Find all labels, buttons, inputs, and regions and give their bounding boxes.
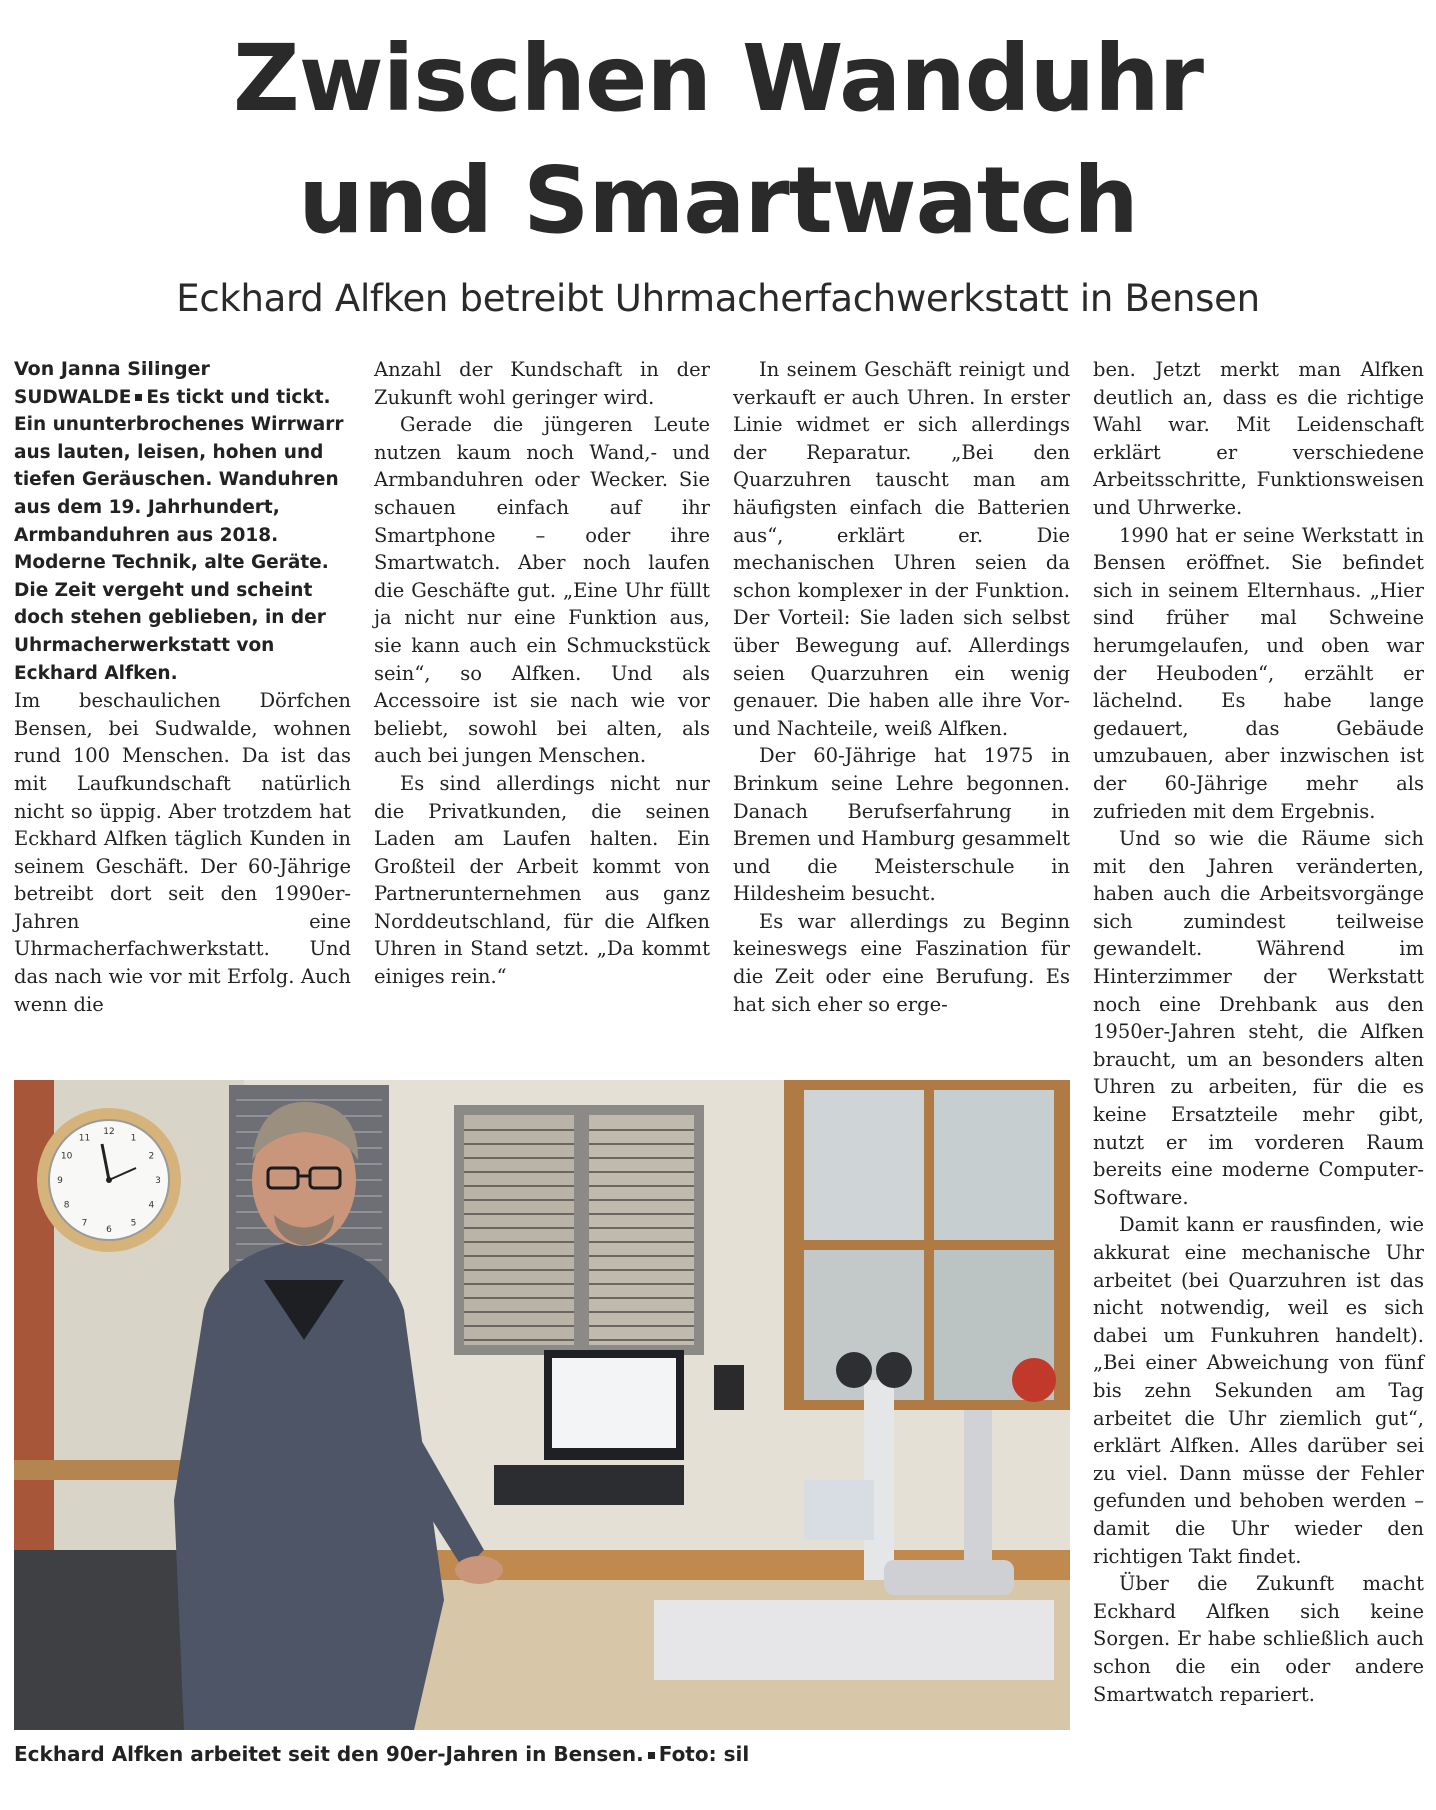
- clock-numeral: 5: [130, 1218, 137, 1229]
- lead-paragraph: [14, 384, 351, 688]
- clock-numeral: 4: [148, 1200, 155, 1211]
- body-paragraph-2: Gerade die jüngeren Leute nutzen kaum noch Wand,- und Armbanduhren oder Wecker. Sie schauen einfach auf ihr Smartphone – oder ihre Smartwatch. Aber noch laufen die Geschäfte gut. „Eine Uhr füllt ja nicht nur eine Funktion aus, sie kann auch ein Schmuckstück sein“, so Alfken. Und als Accessoire ist sie nach wie vor beliebt, sowohl bei alten, als auch bei jungen Menschen.: [374, 413, 710, 768]
- clock-numeral: 12: [103, 1127, 115, 1137]
- wall-clock-icon: [37, 1108, 181, 1252]
- body-paragraph-4: In seinem Geschäft reinigt und verkauft er auch Uhren. In erster Linie widmet er sich allerdings der Reparatur. „Bei den Quarzuhren tauscht man am häufigsten einfach die Batterien aus“, erklärt er. Die mechanischen Uhren seien da schon komplexer in der Funktion. Der Vorteil: Sie laden sich selbst über Bewegung auf. Allerdings seien Quarzuhren ein wenig genauer. Die haben alle ihre Vor- und Nachteile, weiß Alfken.: [733, 358, 1070, 740]
- body-paragraph-8: Und so wie die Räume sich mit den Jahren veränderten, haben auch die Arbeitsvorgänge sich zumindest teilweise gewandelt. Während im Hinterzimmer der Werkstatt noch eine Drehbank aus den 1950er-Jahren steht, die Alfken braucht, um an besonders alten Uhren zu arbeiten, für die es keine Ersatzteile mehr gibt, nutzt er im vorderen Raum bereits eine moderne Computer-Software.: [1093, 827, 1424, 1209]
- body-paragraph-6-cont: ben. Jetzt merkt man Alfken deutlich an, dass es die richtige Wahl war. Mit Leidenschaft erklärt er verschiedene Arbeitsschritte, Funktionsweisen und Uhrwerke.: [1093, 358, 1424, 519]
- article-column-2: [374, 356, 710, 991]
- article-column-1: [14, 356, 351, 1018]
- article-column-3: [733, 356, 1070, 1018]
- clock-numeral: 2: [148, 1151, 155, 1162]
- caption-text: Eckhard Alfken arbeitet seit den 90er-Jahren in Bensen.: [14, 1742, 644, 1766]
- body-paragraph-1: Im beschaulichen Dörfchen Bensen, bei Sudwalde, wohnen rund 100 Menschen. Da ist das mit Laufkundschaft natürlich nicht so üppig. Aber trotzdem hat Eckhard Alfken täglich Kunden in seinem Geschäft. Der 60-Jährige betreibt dort seit den 1990er-Jahren eine Uhrmacherfachwerkstatt. Und das nach wie vor mit Erfolg. Auch wenn die: [14, 689, 351, 1016]
- body-paragraph-7: 1990 hat er seine Werkstatt in Bensen eröffnet. Sie befindet sich in seinem Elternhaus. „Hier sind früher mal Schweine herumgelaufen, und oben war der Heuboden“, erzählt er lächelnd. Es habe lange gedauert, das Gebäude umzubauen, aber inzwischen ist der 60-Jährige mehr als zufrieden mit dem Ergebnis.: [1093, 523, 1424, 823]
- body-paragraph-6: Es war allerdings zu Beginn keineswegs eine Faszination für die Zeit oder eine Berufung. Es hat sich eher so erge-: [733, 909, 1070, 1016]
- article-column-4: [1093, 356, 1424, 1708]
- clock-numeral: 6: [106, 1225, 112, 1235]
- clock-numeral: 9: [57, 1176, 63, 1186]
- headline-line-1: Zwischen Wanduhr: [233, 25, 1203, 132]
- clock-numeral: 7: [81, 1218, 88, 1229]
- headline-line-2: und Smartwatch: [298, 147, 1138, 254]
- clock-numeral: 8: [63, 1200, 70, 1211]
- body-paragraph-5: Der 60-Jährige hat 1975 in Brinkum seine Lehre begonnen. Danach Berufserfahrung in Bremen und Hamburg gesammelt und die Meisterschule in Hildesheim besucht.: [733, 744, 1070, 906]
- body-paragraph-10: Über die Zukunft macht Eckhard Alfken sich keine Sorgen. Er habe schließlich auch schon die ein oder andere Smartwatch repariert.: [1093, 1572, 1424, 1706]
- byline: Von Janna Silinger: [14, 358, 210, 380]
- clock-numeral: 3: [155, 1176, 161, 1186]
- clock-numeral: 1: [130, 1133, 137, 1144]
- headline: [0, 18, 1436, 262]
- square-bullet-icon: [648, 1752, 655, 1759]
- photo-credit: Foto: sil: [658, 1742, 750, 1766]
- body-paragraph-1-cont: Anzahl der Kundschaft in der Zukunft wohl geringer wird.: [374, 358, 710, 409]
- clock-numeral: 10: [60, 1151, 73, 1162]
- workshop-photo: [14, 1080, 1070, 1730]
- lead-text: Es tickt und tickt. Ein ununterbrochenes Wirrwarr aus lauten, leisen, hohen und tiefen Geräuschen. Wanduhren aus dem 19. Jahrhundert, Armbanduhren aus 2018. Moderne Technik, alte Geräte. Die Zeit vergeht und scheint doch stehen geblieben, in der Uhrmacherwerkstatt von Eckhard Alfken.: [14, 386, 344, 684]
- photo-caption: [14, 1740, 1070, 1768]
- clock-numeral: 11: [78, 1133, 91, 1144]
- subheadline: Eckhard Alfken betreibt Uhrmacherfachwerkstatt in Bensen: [176, 277, 1260, 320]
- body-paragraph-3: Es sind allerdings nicht nur die Privatkunden, die seinen Laden am Laufen halten. Ein Großteil der Arbeit kommt von Partnerunternehmen aus ganz Norddeutschland, für die Alfken Uhren in Stand setzt. „Da kommt einiges rein.“: [374, 771, 710, 989]
- workshop-photo-illustration: [14, 1080, 1070, 1730]
- square-bullet-icon: [135, 394, 142, 401]
- body-paragraph-9: Damit kann er rausfinden, wie akkurat eine mechanische Uhr arbeitet (bei Quarzuhren ist das nicht notwendig, weil es sich dabei um Funkuhren handelt). „Bei einer Abweichung von fünf bis zehn Sekunden am Tag arbeitet die Uhr ziemlich gut“, erklärt Alfken. Alles darüber sei zu viel. Dann müsse der Fehler gefunden und behoben werden – damit die Uhr wieder den richtigen Takt findet.: [1093, 1213, 1424, 1568]
- dateline: SUDWALDE: [14, 386, 132, 408]
